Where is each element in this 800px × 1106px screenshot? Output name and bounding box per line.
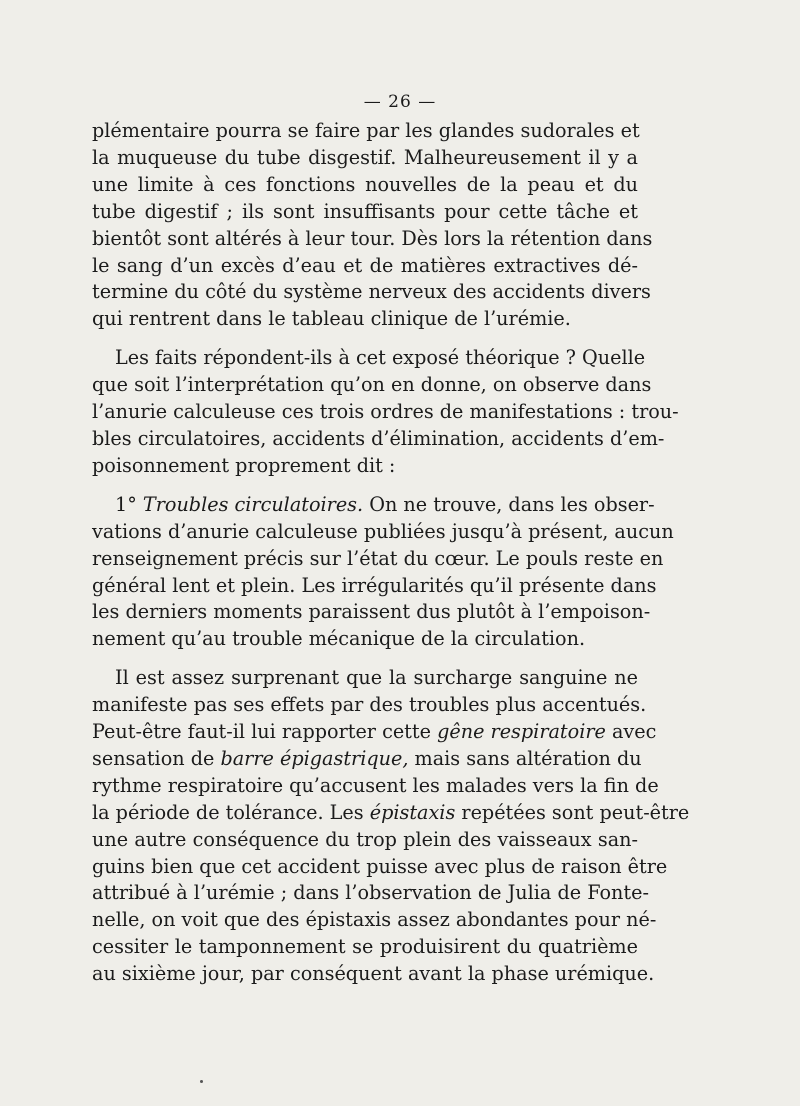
text-line — [92, 719, 657, 746]
text-line: bles circulatoires, accidents d’élimination, accidents d’em- — [92, 426, 665, 450]
text-line: manifeste pas ses effets par des troubles plus accentués. — [92, 693, 647, 717]
text-line: plémentaire pourra se faire par les glandes sudorales et — [92, 119, 640, 142]
text-line: guins bien que cet accident puisse avec plus de raison être — [92, 854, 668, 878]
text-line: bientôt sont altérés à leur tour. Dès lors la rétention dans — [92, 226, 653, 250]
section-heading: Troubles circulatoires. — [142, 492, 364, 516]
text-line: cessiter le tamponnement se produisirent du quatrième — [92, 935, 638, 959]
text-line: l’anurie calculeuse ces trois ordres de manifestations : trou- — [92, 400, 679, 424]
text-line: au sixième jour, par conséquent avant la phase urémique. — [92, 962, 655, 986]
text-line: renseignement précis sur l’état du cœur. Le pouls reste en — [92, 546, 664, 570]
text-line: les derniers moments paraissent dus plutôt à l’empoison- — [92, 600, 651, 624]
text-line: attribué à l’urémie ; dans l’observation de Julia de Fonte- — [92, 881, 649, 905]
text-line: qui rentrent dans le tableau clinique de l’urémie. — [92, 307, 571, 331]
text-fragment: mais sans altération du — [408, 746, 642, 770]
italic-term: épistaxis — [369, 800, 456, 824]
text-line: général lent et plein. Les irrégularités qu’il présente dans — [92, 573, 657, 597]
text-line: poisonnement proprement dit : — [92, 453, 396, 477]
text-line: la muqueuse du tube disgestif. Malheureusement il y a — [92, 145, 638, 169]
text-line: nement qu’au trouble mécanique de la circulation. — [92, 627, 586, 651]
paragraph-4 — [92, 665, 690, 988]
text-fragment: Peut-être faut-il lui rapporter cette — [92, 720, 431, 744]
page-number: — 26 — — [363, 92, 437, 112]
italic-term: gêne respiratoire — [437, 720, 606, 744]
text-line: le sang d’un excès d’eau et de matières extractives dé- — [92, 253, 638, 277]
body-text — [92, 118, 690, 988]
section-number: 1° — [115, 492, 137, 516]
paragraph-1 — [92, 118, 653, 333]
text-line: termine du côté du système nerveux des accidents divers — [92, 280, 651, 304]
paragraph-2 — [92, 345, 679, 480]
text-line: nelle, on voit que des épistaxis assez abondantes pour né- — [92, 908, 657, 932]
text-fragment: On ne trouve, dans les obser- — [363, 492, 655, 516]
text-line: Les faits répondent-ils à cet exposé théorique ? Quelle — [115, 346, 646, 370]
text-fragment: repétées sont peut-être — [455, 800, 690, 824]
text-line: que soit l’interprétation qu’on en donne, on observe dans — [92, 373, 652, 397]
text-line: Il est assez surprenant que la surcharge sanguine ne — [115, 666, 638, 690]
paragraph-3 — [92, 492, 674, 653]
ink-speck — [200, 1080, 203, 1083]
text-line — [92, 492, 655, 519]
text-line — [92, 800, 690, 827]
text-line: une limite à ces fonctions nouvelles de la peau et du — [92, 172, 638, 196]
text-fragment: la période de tolérance. Les — [92, 800, 370, 824]
text-line — [92, 746, 642, 773]
text-line: rythme respiratoire qu’accusent les malades vers la fin de — [92, 773, 659, 797]
text-fragment: sensation de — [92, 746, 221, 770]
text-fragment: avec — [605, 720, 657, 744]
text-line: vations d’anurie calculeuse publiées jusqu’à présent, aucun — [92, 519, 674, 543]
italic-term: barre épigastrique, — [220, 746, 409, 770]
text-line: une autre conséquence du trop plein des vaisseaux san- — [92, 827, 638, 851]
text-line: tube digestif ; ils sont insuffisants pour cette tâche et — [92, 199, 638, 223]
